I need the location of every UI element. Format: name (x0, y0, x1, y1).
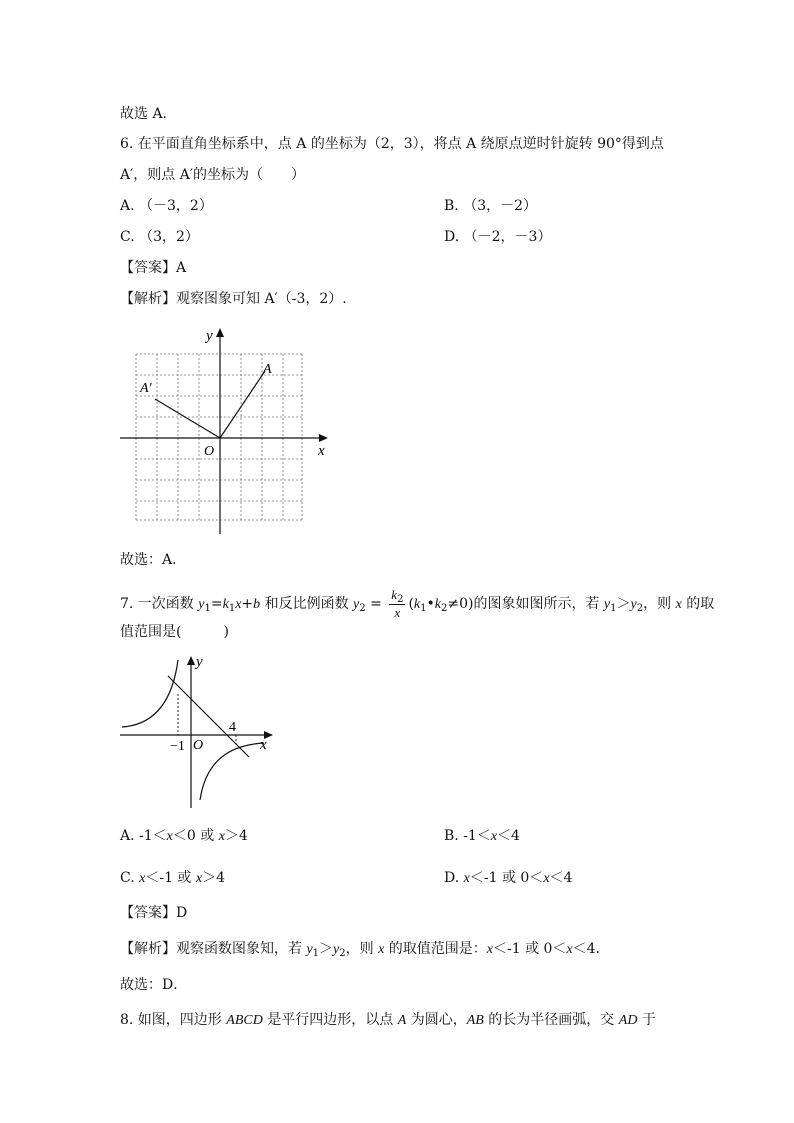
q6-option-a: A. （－3，2） (120, 198, 213, 214)
q6-segment-oa (220, 371, 265, 438)
q7-answer: 【答案】D (120, 905, 188, 921)
q6-option-b: B. （3，－2） (444, 198, 538, 214)
q7-hyperbola-left-branch (122, 660, 178, 727)
q7-label-o: O (193, 738, 204, 753)
q7-option-a: A. -1＜x＜0 或 x＞4 (120, 828, 248, 844)
q7-option-b: B. -1＜x＜4 (444, 828, 520, 844)
q6-option-d: D. （－2，－3） (444, 229, 552, 245)
q6-answer: 【答案】A (120, 260, 187, 276)
q7-option-c: C. x＜-1 或 x＞4 (120, 870, 226, 886)
q6-y-arrow (216, 328, 224, 337)
q7-label-x: x (260, 737, 267, 753)
q6-label-x: x (318, 443, 325, 459)
q6-segment-oa-prime (155, 399, 220, 438)
q6-coordinate-figure (112, 322, 342, 537)
q6-label-y: y (206, 328, 213, 344)
q6-x-arrow (319, 434, 328, 442)
q7-option-d: D. x＜-1 或 0＜x＜4 (444, 870, 573, 886)
q6-label-o: O (204, 444, 215, 459)
q7-label-4: 4 (229, 720, 236, 735)
q7-hyperbola-right-branch (200, 743, 264, 800)
q7-fraction: $\frac{k_2}{x}$ (391, 587, 404, 620)
q7-stem-line2: 值范围是( ) (120, 624, 229, 640)
q7-analysis: 【解析】观察函数图象知，若 $y_1>y_2$，则 x 的取值范围是：x＜-1 或 0＜x＜4． (120, 941, 610, 959)
q8-stem-line1: 8. 如图，四边形 ABCD 是平行四边形，以点 A 为圆心，AB 的长为半径画弧，交 AD 于 (120, 1012, 656, 1028)
q7-label-y: y (196, 654, 203, 670)
q7-stem-line1: 7. 一次函数 $y_1=k_1x+b$ 和反比例函数 $y_2$ = $\frac{k_2}{x}$ $(k_1•k_2\ne 0)$的图象如图所示，若 $y_1>y_2$，则 x 的取 (120, 587, 715, 620)
q6-label-a-prime: A′ (140, 381, 152, 396)
q7-conclusion: 故选：D． (120, 977, 188, 993)
q6-stem-line1: 6. 在平面直角坐标系中，点 A 的坐标为（2，3），将点 A 绕原点逆时针旋转 90°得到点 (120, 136, 664, 152)
q5-conclusion: 故选 A． (120, 106, 177, 122)
q6-label-a: A (263, 362, 272, 377)
q7-label-neg1: −1 (170, 739, 185, 754)
q7-function-figure (112, 650, 282, 812)
q6-option-c: C. （3，2） (120, 229, 199, 245)
q6-conclusion: 故选：A． (120, 552, 187, 568)
q7-y-arrow (187, 656, 195, 665)
q6-analysis: 【解析】观察图象可知 A′（-3，2）. (120, 291, 347, 307)
q6-stem-line2: A′，则点 A′的坐标为（ ） (120, 167, 306, 183)
